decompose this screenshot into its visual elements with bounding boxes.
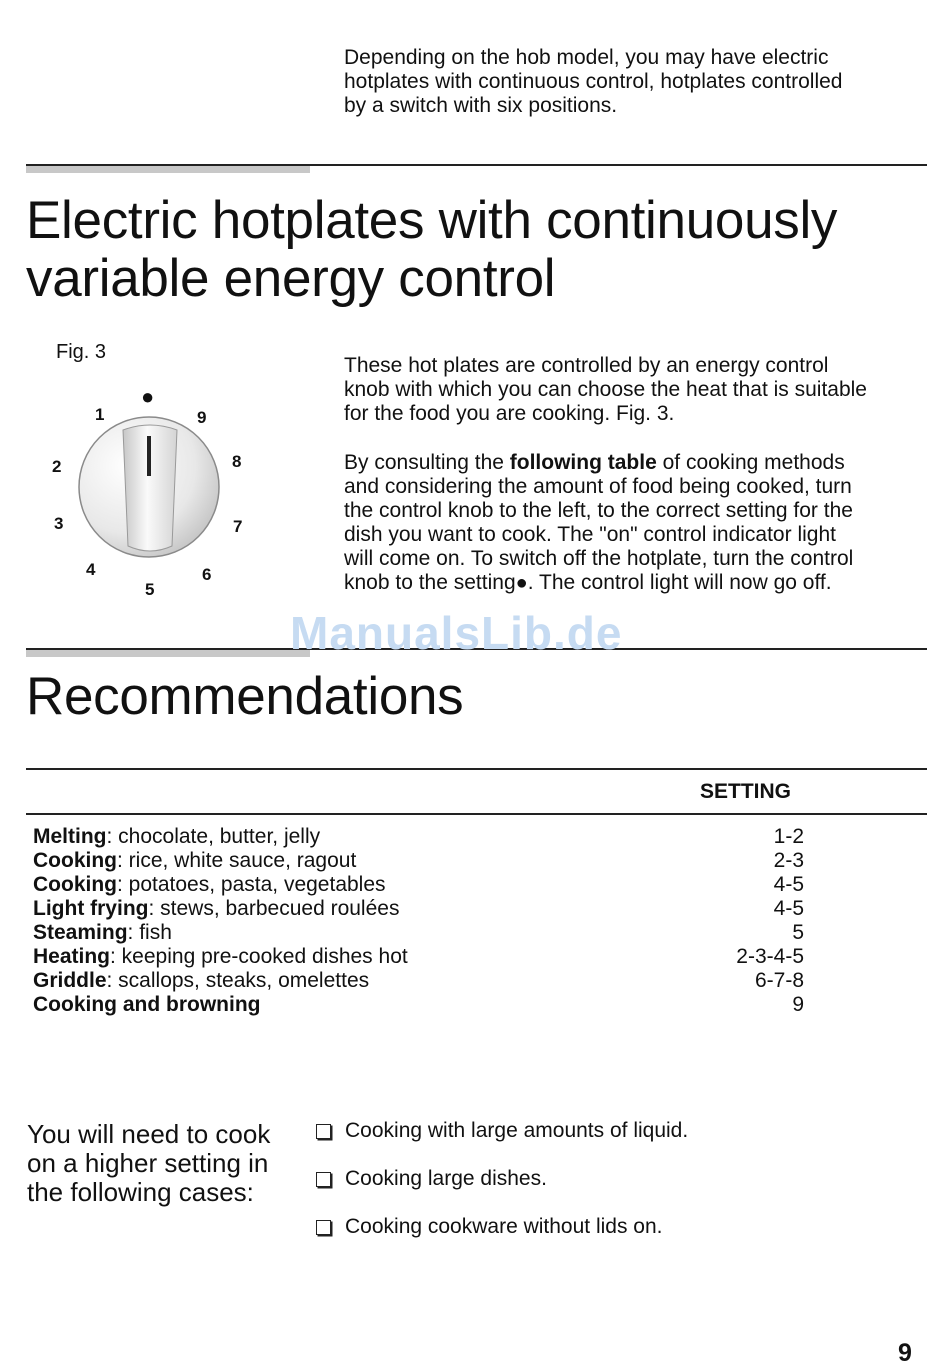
table-row: [33, 849, 804, 873]
cooking-method-cell: [33, 849, 684, 873]
intro-line: on a higher setting in: [27, 1148, 269, 1178]
setting-cell: 4-5: [773, 897, 804, 920]
table-row: [33, 969, 804, 993]
checklist-item: [316, 1167, 688, 1215]
table-row: [33, 825, 804, 849]
cooking-method-foods: : rice, white sauce, ragout: [117, 849, 357, 872]
cooking-method-cell: [33, 993, 684, 1017]
text-run: By consulting the: [344, 451, 510, 474]
section-title-line: Electric hotplates with continuously: [26, 191, 838, 250]
checklist-item-label: Cooking large dishes.: [345, 1167, 547, 1190]
table-row: [33, 945, 804, 969]
dial-number-7: 7: [233, 517, 243, 536]
dial-number-9: 9: [197, 408, 207, 427]
cooking-method-name: Cooking and browning: [33, 993, 261, 1016]
section-accent-bar: [26, 650, 310, 657]
cooking-method-cell: [33, 897, 684, 921]
paragraph-line: [344, 451, 934, 475]
text-run: of cooking methods: [656, 451, 845, 474]
checklist-item-label: Cooking cookware without lids on.: [345, 1215, 663, 1238]
paragraph-line: knob with which you can choose the heat that is suitable: [344, 378, 867, 401]
recommendations-table: [33, 825, 804, 1017]
cooking-method-foods: : potatoes, pasta, vegetables: [117, 873, 386, 896]
intro-line: hotplates with continuous control, hotplates controlled: [344, 70, 843, 93]
table-top-rule: [26, 768, 927, 770]
cooking-method-name: Cooking: [33, 849, 117, 872]
setting-cell: 5: [792, 921, 804, 944]
dial-number-2: 2: [52, 457, 62, 476]
cooking-method-name: Cooking: [33, 873, 117, 896]
dial-off-symbol: ●: [141, 384, 155, 409]
section-divider: [26, 164, 927, 166]
setting-cell: 4-5: [773, 873, 804, 896]
table-row: [33, 897, 804, 921]
setting-cell: 6-7-8: [754, 969, 804, 992]
section-accent-bar: [26, 166, 310, 173]
figure-label: Fig. 3: [56, 341, 107, 363]
dial-number-1: 1: [95, 405, 105, 424]
text-run: . The control light will now go off.: [527, 571, 832, 594]
table-row: [33, 993, 804, 1017]
table-header-setting: SETTING: [700, 780, 792, 803]
setting-cell: 9: [792, 993, 804, 1016]
cooking-method-name: Light frying: [33, 897, 149, 920]
cooking-method-name: Heating: [33, 945, 111, 968]
section-title: Recommendations: [26, 667, 464, 726]
checklist-item: [316, 1215, 688, 1263]
paragraph-line: the control knob to the left, to the correct setting for the: [344, 499, 853, 522]
setting-cell: 1-2: [773, 825, 804, 848]
paragraph-line: will come on. To switch off the hotplate, turn the control: [344, 547, 854, 570]
cooking-method-name: Melting: [33, 825, 107, 848]
cooking-method-foods: : keeping pre-cooked dishes hot: [110, 945, 408, 968]
cooking-method-name: Griddle: [33, 969, 107, 992]
table-row: [33, 921, 804, 945]
settings-table: [33, 825, 804, 1017]
cooking-method-foods: : fish: [127, 921, 172, 944]
dial-number-5: 5: [145, 580, 155, 599]
intro-line: by a switch with six positions.: [344, 94, 618, 117]
checklist-item: [316, 1119, 688, 1167]
setting-cell: 2-3: [773, 849, 804, 872]
section-title-line: variable energy control: [26, 249, 556, 308]
paragraph-line: and considering the amount of food being cooked, turn: [344, 475, 852, 498]
table-header-rule: [26, 813, 927, 815]
watermark: ManualsLib.de: [290, 607, 623, 659]
page-number: 9: [898, 1339, 912, 1367]
cooking-method-name: Steaming: [33, 921, 128, 944]
cooking-method-foods: : scallops, steaks, omelettes: [106, 969, 370, 992]
paragraph-line: [344, 571, 934, 595]
dial-number-3: 3: [54, 514, 64, 533]
intro-line: Depending on the hob model, you may have electric: [344, 46, 829, 69]
cooking-method-foods: : chocolate, butter, jelly: [106, 825, 321, 848]
higher-setting-list: [316, 1119, 688, 1263]
dial-number-8: 8: [232, 452, 242, 471]
paragraph-line: for the food you are cooking. Fig. 3.: [344, 402, 675, 425]
cooking-method-cell: [33, 969, 684, 993]
intro-line: You will need to cook: [27, 1119, 271, 1149]
off-setting-symbol: ●: [515, 572, 528, 594]
table-row: [33, 873, 804, 897]
dial-number-4: 4: [86, 560, 96, 579]
cooking-method-cell: [33, 921, 684, 945]
checkbox-icon: [316, 1124, 331, 1139]
cooking-method-foods: : stews, barbecued roulées: [148, 897, 400, 920]
section-title: [26, 192, 837, 308]
intro-paragraph: [344, 46, 842, 118]
checkbox-icon: [316, 1220, 331, 1235]
instructions-paragraph: [344, 451, 934, 595]
higher-setting-intro: [27, 1120, 270, 1207]
checklist-item-label: Cooking with large amounts of liquid.: [345, 1119, 689, 1142]
dial-number-6: 6: [202, 565, 212, 584]
knob-indicator-line: [147, 436, 151, 476]
paragraph-line: These hot plates are controlled by an energy control: [344, 354, 829, 377]
checkbox-icon: [316, 1172, 331, 1187]
paragraph-line: dish you want to cook. The "on" control indicator light: [344, 523, 836, 546]
cooking-method-cell: [33, 825, 684, 849]
setting-cell: 2-3-4-5: [736, 945, 804, 968]
table-reference: following table: [509, 451, 657, 474]
control-knob-figure: [40, 380, 270, 610]
text-run: knob to the setting: [344, 571, 516, 594]
cooking-method-cell: [33, 873, 684, 897]
description-paragraph: [344, 354, 934, 426]
knob-illustration: [40, 380, 270, 610]
intro-line: the following cases:: [27, 1177, 254, 1207]
cooking-method-cell: [33, 945, 684, 969]
